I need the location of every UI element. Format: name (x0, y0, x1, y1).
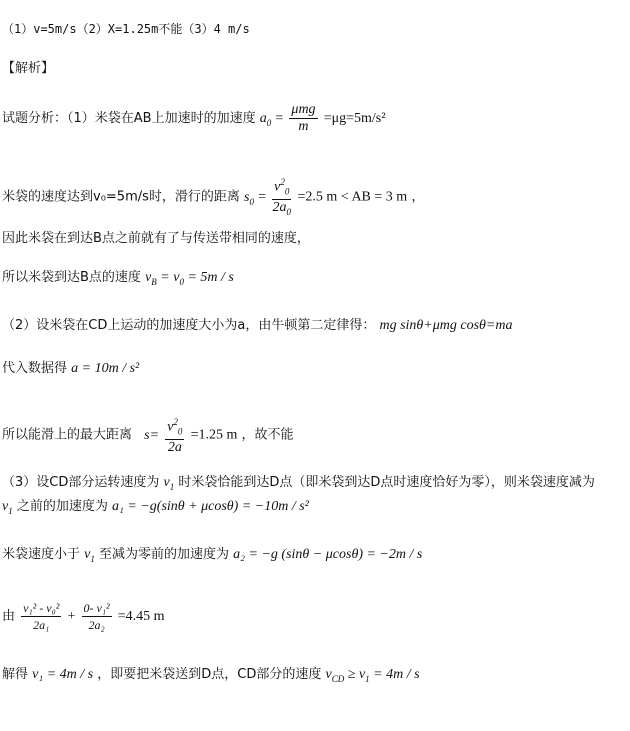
section-title: 【解析】 (2, 61, 55, 76)
v1-result: v₁ = 4m / s (32, 667, 94, 682)
fraction-2: $\frac{\text{0- v₁²}}{\text{2a₂}}$ (83, 601, 110, 632)
vcd-result: $v_{CD} \ge v_1 = 4m / s$ (325, 667, 420, 684)
a2-eq: a₂ = −g (sinθ − μcosθ) = −2m / s (233, 547, 423, 562)
analysis-line-4: 所以米袋到达B点的速度 $v_B = v_0 = 5m / s$ (2, 270, 234, 287)
analysis-line-3: 因此米袋在到达B点之前就有了与传送带相同的速度， (2, 231, 310, 246)
analysis-line-9: $v_1$ 之前的加速度为 a₁ = −g(sinθ + μcosθ) = −10m / s² (2, 499, 309, 516)
analysis-line-8: （3）设CD部分运转速度为 $v_1$ 时米袋恰能到达D点（即米袋到达D点时速度恰好为零），则米袋速度减为 (2, 475, 595, 492)
fraction-v0sq-over-2a0: $\frac{v^2_0}{2a_0}$ (272, 174, 291, 220)
analysis-line-10: 米袋速度小于 $v_1$ 至减为零前的加速度为 a₂ = −g (sinθ − μcosθ) = −2m / s (2, 547, 423, 564)
text: 米袋的速度达到v₀=5m/s时，滑行的距离 (2, 189, 240, 205)
analysis-line-5: （2）设米袋在CD上运动的加速度大小为a，由牛顿第二定律得： mg sinθ+μmg cosθ=ma (2, 318, 513, 333)
accel-eq: a = 10m / s² (71, 361, 140, 376)
analysis-line-12: 解得 v₁ = 4m / s ，即要把米袋送到D点，CD部分的速度 $v_{CD} \ge v_1 = 4m / s$ (2, 667, 420, 684)
analysis-line-2: 米袋的速度达到v₀=5m/s时，滑行的距离 $s_0$ = $\frac{v^2_0}{2a_0}$ =2.5 m < AB = 3 m ， (2, 174, 424, 220)
analysis-line-11: 由 $\frac{\text{v₁² - v₀²}}{\text{2a₁}}$ + $\frac{\text{0- v₁²}}{\text{2a₂}}$ =4.45 m (2, 601, 165, 632)
fraction-umg-over-m: $\frac{\text{μmg}}{m}$ (291, 102, 316, 134)
analysis-line-7: 所以能滑上的最大距离 s= $\frac{v^2_0}{2a}$ =1.25 m ，故不能 (2, 414, 294, 456)
text: 试题分析：（1）米袋在AB上加速时的加速度 (2, 111, 256, 126)
answer-line: （1）v=5m/s（2）X=1.25m不能（3）4 m/s (2, 22, 250, 36)
s0-symbol: $s_0$ (244, 189, 254, 207)
newton-eq: mg sinθ+μmg cosθ=ma (379, 318, 513, 333)
v1-symbol: $v_1$ (163, 475, 175, 492)
fraction-1: $\frac{\text{v₁² - v₀²}}{\text{2a₁}}$ (23, 601, 60, 632)
formula-rest: =μg=5m/s² (323, 111, 386, 126)
analysis-line-1: 试题分析：（1）米袋在AB上加速时的加速度 $a_0$ = $\frac{\text{μmg}}{m}$ =μg=5m/s² (2, 102, 386, 134)
a0-symbol: $a_0$ (259, 111, 272, 128)
formula-rest: =2.5 m < AB = 3 m (297, 189, 408, 205)
a1-eq: a₁ = −g(sinθ + μcosθ) = −10m / s² (112, 499, 309, 514)
velocity-b-eq: $v_B = v_0 = 5m / s$ (145, 270, 234, 287)
fraction-v0sq-over-2a: $\frac{v^2_0}{2a}$ (165, 414, 184, 456)
analysis-line-6: 代入数据得 a = 10m / s² (2, 361, 140, 376)
